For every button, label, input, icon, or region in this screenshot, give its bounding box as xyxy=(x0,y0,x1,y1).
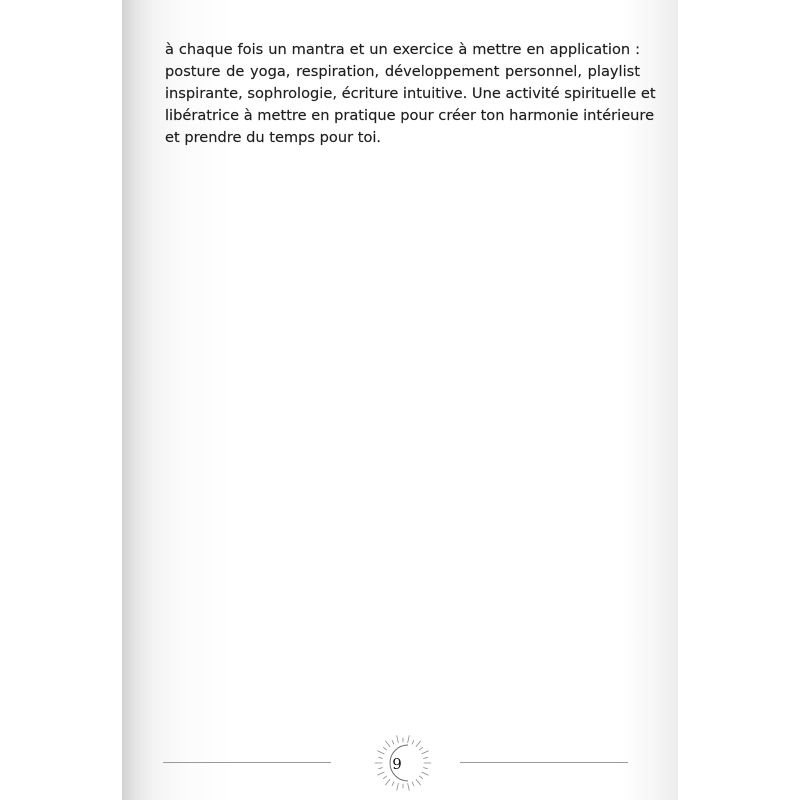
sun-ray xyxy=(383,747,386,750)
sun-ray xyxy=(397,736,399,743)
sun-ray xyxy=(416,741,420,746)
sun-ray xyxy=(423,757,427,758)
footer-rule-right xyxy=(460,762,628,763)
sun-ray xyxy=(392,782,394,786)
paragraph-line: libératrice à mettre en pratique pour créer ton harmonie intérieure xyxy=(165,107,655,124)
paragraph-line: à chaque fois un mantra et un exercice à mettre en application : xyxy=(165,41,640,58)
sun-ray xyxy=(422,751,428,754)
sun-ray xyxy=(416,779,420,784)
paragraph-line: inspirante, sophrologie, écriture intuitive. Une activité spirituelle et xyxy=(165,85,656,102)
sun-ray xyxy=(423,768,427,769)
sun-ray xyxy=(378,751,384,754)
sun-ray xyxy=(379,757,383,758)
sun-ray xyxy=(408,736,410,743)
page-number: 9 xyxy=(392,755,402,773)
body-paragraph xyxy=(165,39,656,149)
sun-ray xyxy=(386,779,390,784)
sun-ray xyxy=(408,783,410,790)
sun-ray xyxy=(419,776,422,779)
sun-ray xyxy=(392,740,394,744)
sun-ray xyxy=(386,741,390,746)
sun-ray xyxy=(378,772,384,775)
sun-ray xyxy=(412,782,414,786)
sun-ray xyxy=(383,776,386,779)
paragraph-line: posture de yoga, respiration, développement personnel, playlist xyxy=(165,63,640,80)
sun-ray xyxy=(419,747,422,750)
sun-ray xyxy=(422,772,428,775)
sun-ray xyxy=(412,740,414,744)
footer-rule-left xyxy=(163,762,331,763)
sun-ray xyxy=(379,768,383,769)
paragraph-line: et prendre du temps pour toi. xyxy=(165,129,382,146)
sun-ray xyxy=(397,783,399,790)
